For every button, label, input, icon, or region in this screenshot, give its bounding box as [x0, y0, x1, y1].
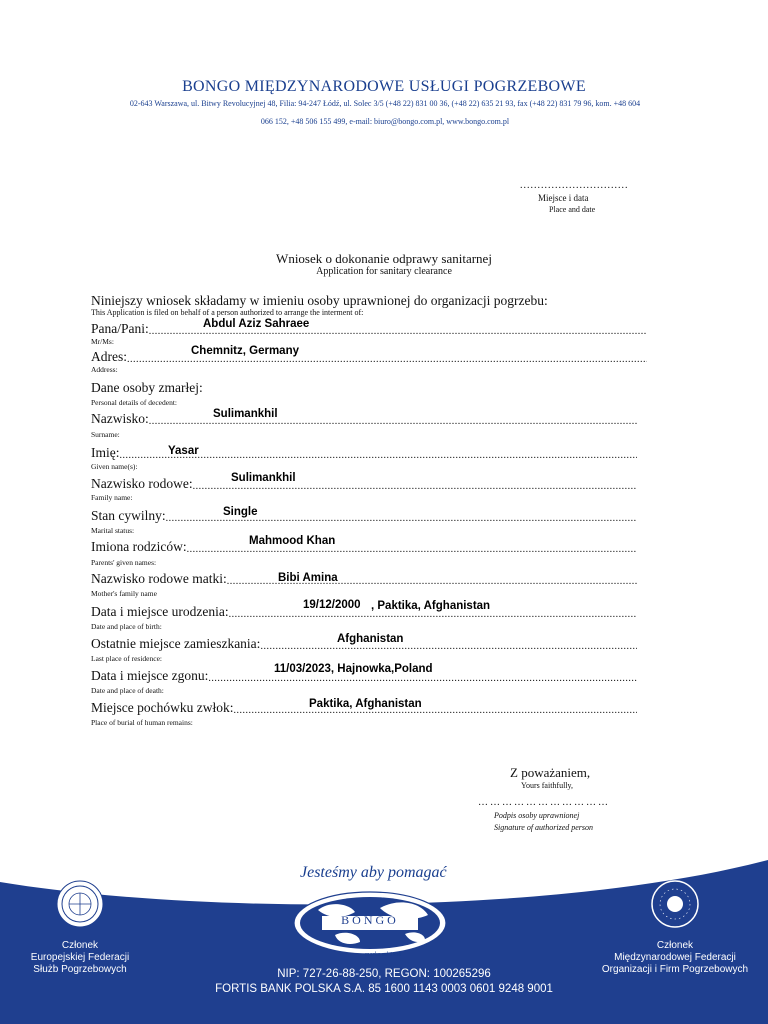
company-name: BONGO MIĘDZYNARODOWE USŁUGI POGRZEBOWE: [182, 78, 586, 95]
address-line-1: 02-643 Warszawa, ul. Bitwy Revolucyjnej 48, Filia: 94-247 Łódź, ul. Solec 3/5 (+48 22) 831 00 36, (+48 22) 635 21 93, fax (+48 22) 831 79 96, kom. +48 604: [129, 99, 641, 108]
left-org-line: Europejskiej Federacji: [30, 952, 130, 963]
right-org-line: Członek: [656, 940, 694, 951]
nip-regon: NIP: 727-26-88-250, REGON: 100265296: [277, 968, 491, 980]
left-org-line: Służb Pogrzebowych: [33, 964, 127, 975]
decedent-heading-sub: Personal details of decedent:: [91, 398, 178, 407]
applicant-address-row: [91, 347, 647, 365]
residence-dots: [260, 641, 637, 652]
regards-en: Yours faithfully,: [521, 781, 574, 790]
birth-place-value: , Paktika, Afghanistan: [371, 600, 491, 612]
footer-slogan: Jesteśmy aby pomagać: [300, 864, 447, 881]
regards-pl: Z poważaniem,: [510, 765, 591, 780]
residence-value: Afghanistan: [337, 633, 404, 645]
parents-names-value: Mahmood Khan: [249, 535, 336, 547]
signature-label-en: Signature of authorized person: [494, 823, 594, 832]
signature-label-pl: Podpis osoby uprawnionej: [494, 811, 580, 820]
family-name-value: Sulimankhil: [231, 472, 296, 484]
marital-status-label: Stan cywilny:: [91, 508, 166, 523]
given-name-sub: Given name(s):: [91, 462, 138, 471]
effs-badge-icon: [652, 881, 698, 927]
given-name-value: Yasar: [168, 445, 199, 457]
burial-label: Miejsce pochówku zwłok:: [91, 700, 234, 715]
form-title-en: Application for sanitary clearance: [316, 266, 452, 277]
death-label: Data i miejsce zgonu:: [91, 668, 209, 683]
marital-status-row: [91, 506, 637, 524]
residence-label: Ostatnie miejsce zamieszkania:: [91, 636, 261, 651]
address-line-2: 066 152, +48 506 155 499, e-mail: biuro@bongo.com.pl, www.bongo.com.pl: [260, 117, 510, 126]
birth-sub: Date and place of birth:: [91, 622, 162, 631]
death-sub: Date and place of death:: [91, 686, 164, 695]
applicant-name-row: [91, 319, 647, 337]
surname-value: Sulimankhil: [213, 408, 278, 420]
residence-sub: Last place of residence:: [91, 654, 163, 663]
signature-dots: ……………………………: [478, 797, 610, 808]
burial-sub: Place of burial of human remains:: [91, 718, 193, 727]
mother-name-row: [91, 569, 637, 587]
surname-row: [91, 409, 637, 427]
intro-text-pl: Niniejszy wniosek składamy w imieniu osoby uprawnionej do organizacji pogrzebu:: [91, 293, 548, 308]
applicant-name-sub: Mr/Ms:: [91, 337, 114, 346]
applicant-address-value: Chemnitz, Germany: [191, 345, 299, 357]
surname-label: Nazwisko:: [91, 411, 149, 426]
mother-name-value: Bibi Amina: [278, 572, 338, 584]
surname-sub: Surname:: [91, 430, 120, 439]
marital-status-sub: Marital status:: [91, 526, 135, 535]
decedent-heading: Dane osoby zmarłej:: [91, 380, 203, 395]
bongo-logo-text: BONGO: [341, 913, 399, 927]
applicant-address-label: Adres:: [91, 349, 127, 364]
death-value: 11/03/2023, Hajnowka,Poland: [274, 663, 433, 675]
right-org-line: Międzynarodowej Federacji: [614, 952, 736, 963]
birth-label: Data i miejsce urodzenia:: [91, 604, 229, 619]
bank-account: FORTIS BANK POLSKA S.A. 85 1600 1143 0003 0601 9248 9001: [215, 983, 553, 995]
fiat-ifta-badge-icon: [57, 881, 103, 927]
burial-value: Paktika, Afghanistan: [309, 698, 422, 710]
form-title-pl: Wniosek o dokonanie odprawy sanitarnej: [276, 251, 492, 266]
right-org-line: Organizacji i Firm Pogrzebowych: [601, 964, 749, 975]
birth-row: [91, 602, 637, 620]
established-text: marka od 1958: [365, 952, 402, 958]
intro-text-en: This Application is filed on behalf of a person authorized to arrange the interment of:: [91, 308, 364, 317]
applicant-name-label: Pana/Pani:: [91, 321, 149, 336]
company-address: [60, 95, 710, 131]
birth-date-value: 19/12/2000: [303, 599, 361, 611]
mother-name-label: Nazwisko rodowe matki:: [91, 571, 227, 586]
parents-names-label: Imiona rodziców:: [91, 539, 187, 554]
place-date-dots: ...............................: [520, 180, 629, 191]
family-name-row: [91, 474, 637, 492]
family-name-label: Nazwisko rodowe:: [91, 476, 193, 491]
place-date-label-pl: Miejsce i data: [538, 193, 589, 203]
place-date-label-en: Place and date: [549, 205, 596, 214]
family-name-sub: Family name:: [91, 493, 133, 502]
mother-name-sub: Mother's family name: [91, 589, 157, 598]
applicant-address-sub: Address:: [91, 365, 118, 374]
parents-names-row: [91, 537, 637, 555]
left-org-line: Członek: [61, 940, 99, 951]
parents-names-sub: Parents' given names:: [91, 558, 157, 567]
applicant-name-value: Abdul Aziz Sahraee: [203, 318, 310, 330]
marital-status-value: Single: [223, 506, 258, 518]
burial-dots: [233, 705, 637, 716]
given-name-label: Imię:: [91, 445, 120, 460]
